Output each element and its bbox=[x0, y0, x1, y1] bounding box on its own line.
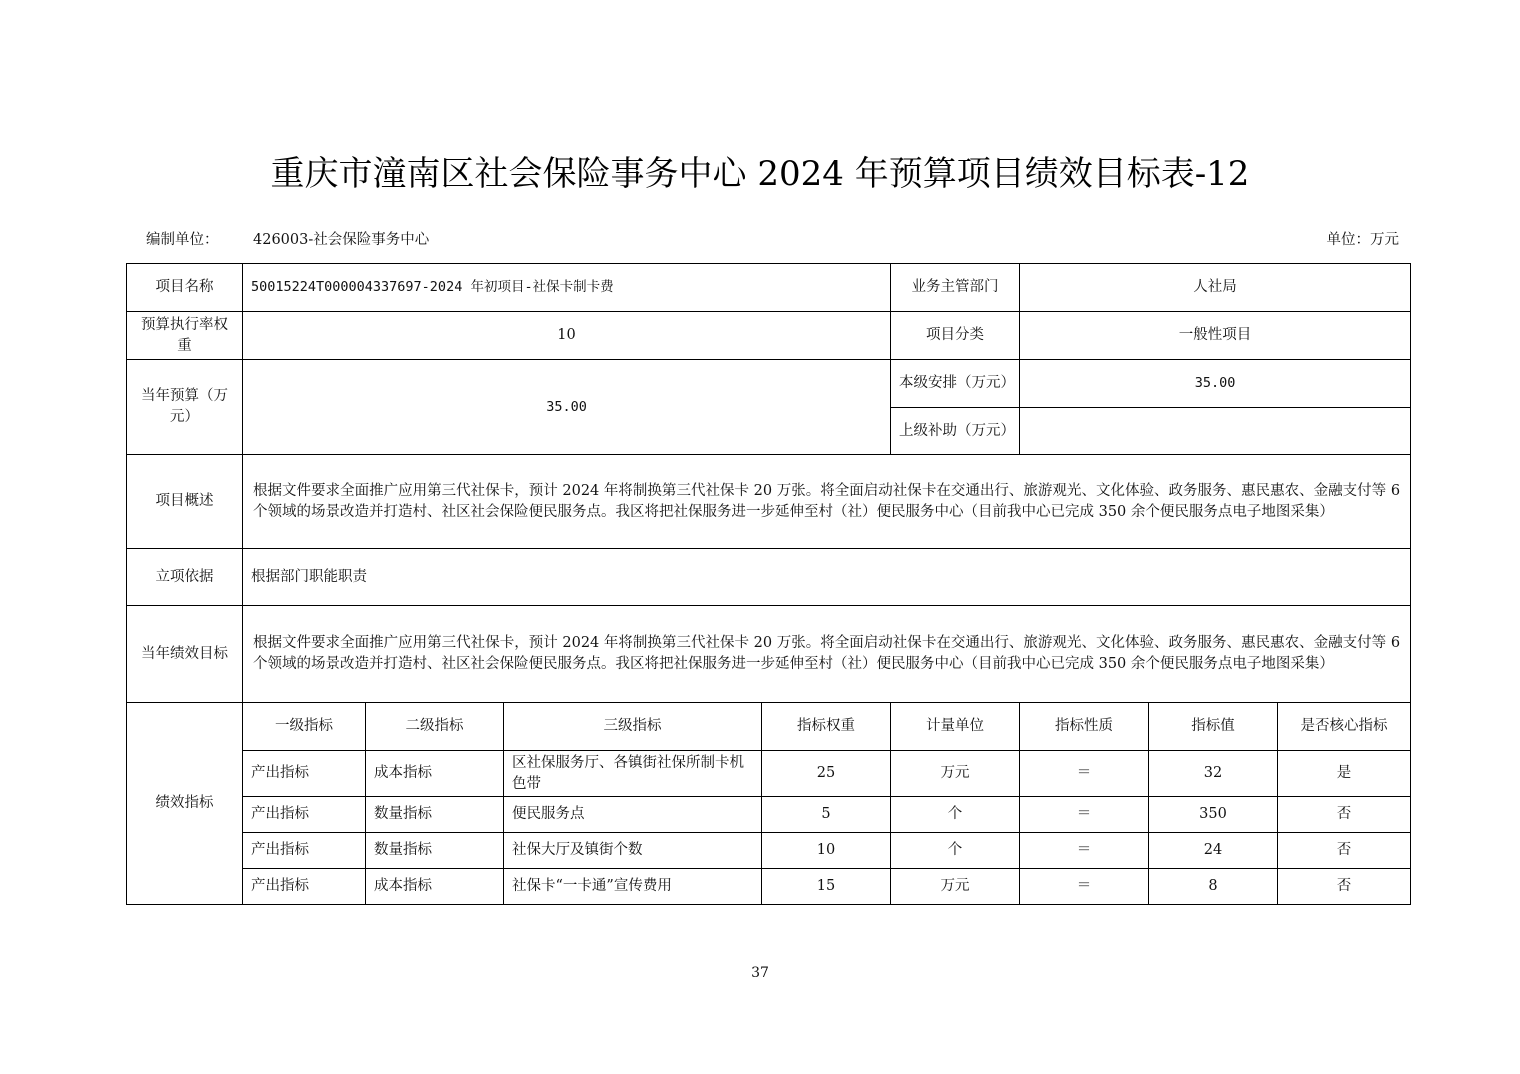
weight-cell: 5 bbox=[762, 797, 891, 833]
value-cell: 24 bbox=[1149, 833, 1278, 869]
overview-label: 项目概述 bbox=[127, 455, 243, 549]
overview-value: 根据文件要求全面推广应用第三代社保卡，预计 2024 年将制换第三代社保卡 20 万张。将全面启动社保卡在交通出行、旅游观光、文化体验、政务服务、惠民惠农、金融支付等 6 个领域的场景改造并打造村、社区社会保险便民服务点。我区将把社保服务进一步延伸至村（社）便民服务中心（目前我中心已完成 350 余个便民服务点电子地图采集） bbox=[243, 455, 1411, 549]
indicator-row bbox=[127, 797, 1411, 833]
indicator-row bbox=[127, 833, 1411, 869]
org-unit-value: 426003-社会保险事务中心 bbox=[253, 232, 430, 248]
core-cell: 否 bbox=[1278, 869, 1411, 905]
basis-value: 根据部门职能职责 bbox=[243, 549, 1411, 606]
weight-value: 10 bbox=[243, 312, 891, 360]
org-unit-label: 编制单位： bbox=[146, 232, 219, 248]
nature-cell: ＝ bbox=[1020, 833, 1149, 869]
level1-cell: 产出指标 bbox=[243, 751, 366, 797]
page-title: 重庆市潼南区社会保险事务中心 2024 年预算项目绩效目标表-12 bbox=[270, 154, 1250, 194]
performance-target-table bbox=[126, 263, 1411, 905]
header-weight: 指标权重 bbox=[762, 703, 891, 751]
category-value: 一般性项目 bbox=[1020, 312, 1411, 360]
currency-unit: 单位：万元 bbox=[1326, 232, 1399, 248]
header-unit: 计量单位 bbox=[891, 703, 1020, 751]
weight-cell: 15 bbox=[762, 869, 891, 905]
level3-cell: 社保大厅及镇街个数 bbox=[504, 833, 762, 869]
header-core: 是否核心指标 bbox=[1278, 703, 1411, 751]
indicator-row bbox=[127, 869, 1411, 905]
level3-cell: 区社保服务厅、各镇街社保所制卡机色带 bbox=[504, 751, 762, 797]
level2-cell: 数量指标 bbox=[366, 797, 504, 833]
local-funding-label: 本级安排（万元） bbox=[891, 360, 1020, 408]
local-funding-value: 35.00 bbox=[1020, 360, 1411, 408]
dept-label: 业务主管部门 bbox=[891, 264, 1020, 312]
unit-cell: 个 bbox=[891, 797, 1020, 833]
unit-cell: 万元 bbox=[891, 751, 1020, 797]
core-cell: 否 bbox=[1278, 833, 1411, 869]
level3-cell: 便民服务点 bbox=[504, 797, 762, 833]
level2-cell: 成本指标 bbox=[366, 751, 504, 797]
header-value: 指标值 bbox=[1149, 703, 1278, 751]
nature-cell: ＝ bbox=[1020, 797, 1149, 833]
value-cell: 32 bbox=[1149, 751, 1278, 797]
weight-label: 预算执行率权重 bbox=[127, 312, 243, 360]
unit-cell: 万元 bbox=[891, 869, 1020, 905]
page-number: 37 bbox=[751, 965, 769, 981]
row-goal bbox=[127, 606, 1411, 703]
header-level1: 一级指标 bbox=[243, 703, 366, 751]
nature-cell: ＝ bbox=[1020, 751, 1149, 797]
row-weight bbox=[127, 312, 1411, 360]
indicator-header-row bbox=[127, 703, 1411, 751]
row-overview bbox=[127, 455, 1411, 549]
level1-cell: 产出指标 bbox=[243, 797, 366, 833]
basis-label: 立项依据 bbox=[127, 549, 243, 606]
core-cell: 否 bbox=[1278, 797, 1411, 833]
header-nature: 指标性质 bbox=[1020, 703, 1149, 751]
level1-cell: 产出指标 bbox=[243, 869, 366, 905]
budget-label: 当年预算（万元） bbox=[127, 360, 243, 455]
indicator-row bbox=[127, 751, 1411, 797]
upper-subsidy-value bbox=[1020, 408, 1411, 455]
dept-value: 人社局 bbox=[1020, 264, 1411, 312]
upper-subsidy-label: 上级补助（万元） bbox=[891, 408, 1020, 455]
level2-cell: 成本指标 bbox=[366, 869, 504, 905]
header-level3: 三级指标 bbox=[504, 703, 762, 751]
nature-cell: ＝ bbox=[1020, 869, 1149, 905]
goal-label: 当年绩效目标 bbox=[127, 606, 243, 703]
core-cell: 是 bbox=[1278, 751, 1411, 797]
project-name-label: 项目名称 bbox=[127, 264, 243, 312]
level3-cell: 社保卡“一卡通”宣传费用 bbox=[504, 869, 762, 905]
header-level2: 二级指标 bbox=[366, 703, 504, 751]
row-project-name bbox=[127, 264, 1411, 312]
level1-cell: 产出指标 bbox=[243, 833, 366, 869]
indicators-section-label: 绩效指标 bbox=[127, 703, 243, 905]
weight-cell: 10 bbox=[762, 833, 891, 869]
goal-value: 根据文件要求全面推广应用第三代社保卡，预计 2024 年将制换第三代社保卡 20 万张。将全面启动社保卡在交通出行、旅游观光、文化体验、政务服务、惠民惠农、金融支付等 6 个领域的场景改造并打造村、社区社会保险便民服务点。我区将把社保服务进一步延伸至村（社）便民服务中心（目前我中心已完成 350 余个便民服务点电子地图采集） bbox=[243, 606, 1411, 703]
row-basis bbox=[127, 549, 1411, 606]
level2-cell: 数量指标 bbox=[366, 833, 504, 869]
project-name-value: 50015224T000004337697-2024 年初项目-社保卡制卡费 bbox=[243, 264, 891, 312]
budget-value: 35.00 bbox=[243, 360, 891, 455]
row-budget-local bbox=[127, 360, 1411, 408]
value-cell: 8 bbox=[1149, 869, 1278, 905]
category-label: 项目分类 bbox=[891, 312, 1020, 360]
unit-cell: 个 bbox=[891, 833, 1020, 869]
value-cell: 350 bbox=[1149, 797, 1278, 833]
weight-cell: 25 bbox=[762, 751, 891, 797]
